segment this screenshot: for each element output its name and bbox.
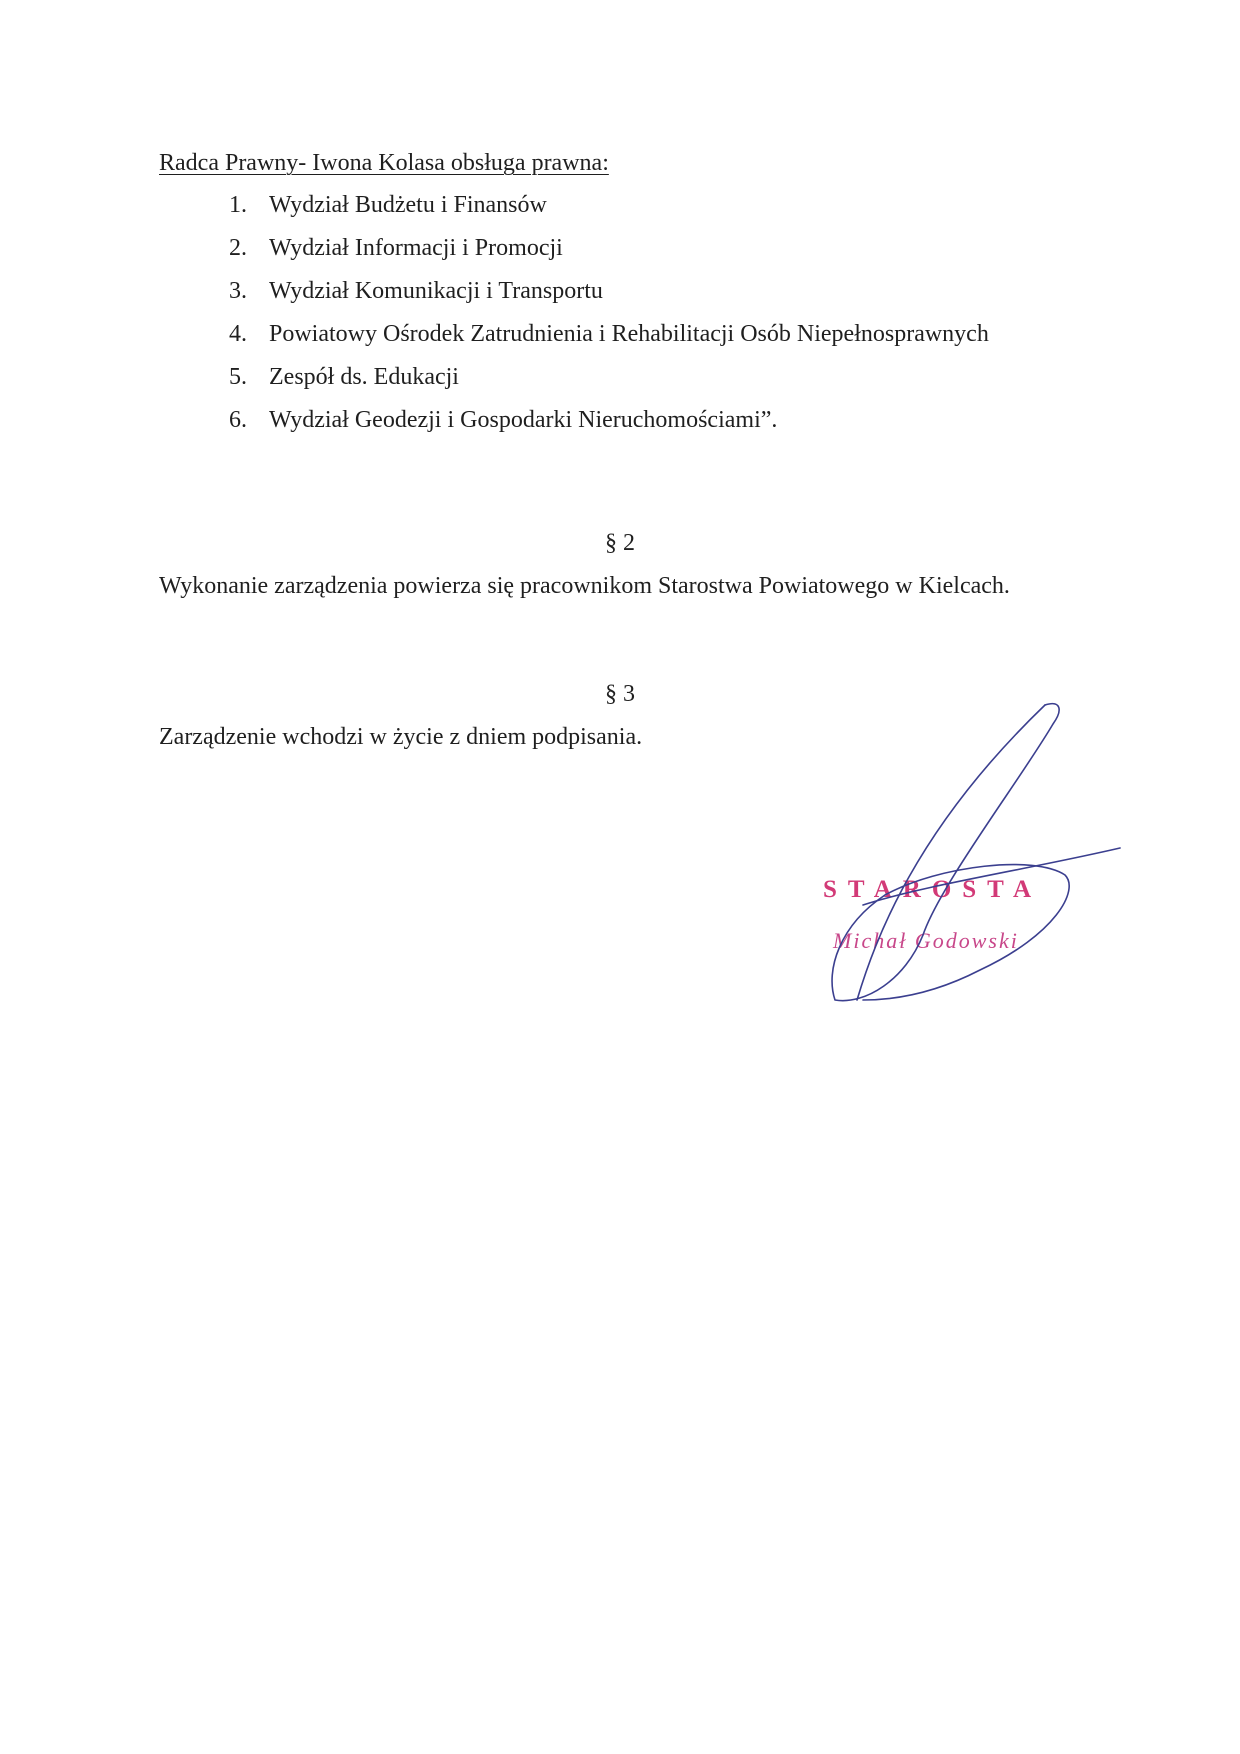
list-item-number: 4. bbox=[229, 321, 247, 347]
list-item-text: Wydział Budżetu i Finansów bbox=[269, 192, 547, 218]
signature-stamp-block bbox=[805, 700, 1125, 1010]
list-item-number: 5. bbox=[229, 364, 247, 390]
stamp-name: Michał Godowski bbox=[833, 928, 1019, 953]
list-item-text: Wydział Komunikacji i Transportu bbox=[269, 278, 603, 304]
list-item-number: 2. bbox=[229, 235, 247, 261]
list-item-text: Wydział Geodezji i Gospodarki Nieruchomościami”. bbox=[269, 407, 778, 433]
section-2-text: Wykonanie zarządzenia powierza się pracownikom Starostwa Powiatowego w Kielcach. bbox=[159, 573, 1010, 599]
list-item-text: Wydział Informacji i Promocji bbox=[269, 235, 563, 261]
list-item-number: 3. bbox=[229, 278, 247, 304]
section-3-text: Zarządzenie wchodzi w życie z dniem podpisania. bbox=[159, 724, 643, 750]
list-item-text: Powiatowy Ośrodek Zatrudnienia i Rehabilitacji Osób Niepełnosprawnych bbox=[269, 321, 989, 347]
legal-advisor-heading: Radca Prawny- Iwona Kolasa obsługa prawna: bbox=[159, 150, 609, 176]
list-item-text: Zespół ds. Edukacji bbox=[269, 364, 459, 390]
section-2-mark: § 2 bbox=[605, 530, 635, 556]
list-item-number: 1. bbox=[229, 192, 247, 218]
section-3-mark: § 3 bbox=[605, 681, 635, 707]
stamp-title: STAROSTA bbox=[823, 876, 1043, 903]
handwritten-signature bbox=[805, 700, 1125, 1010]
list-item-number: 6. bbox=[229, 407, 247, 433]
